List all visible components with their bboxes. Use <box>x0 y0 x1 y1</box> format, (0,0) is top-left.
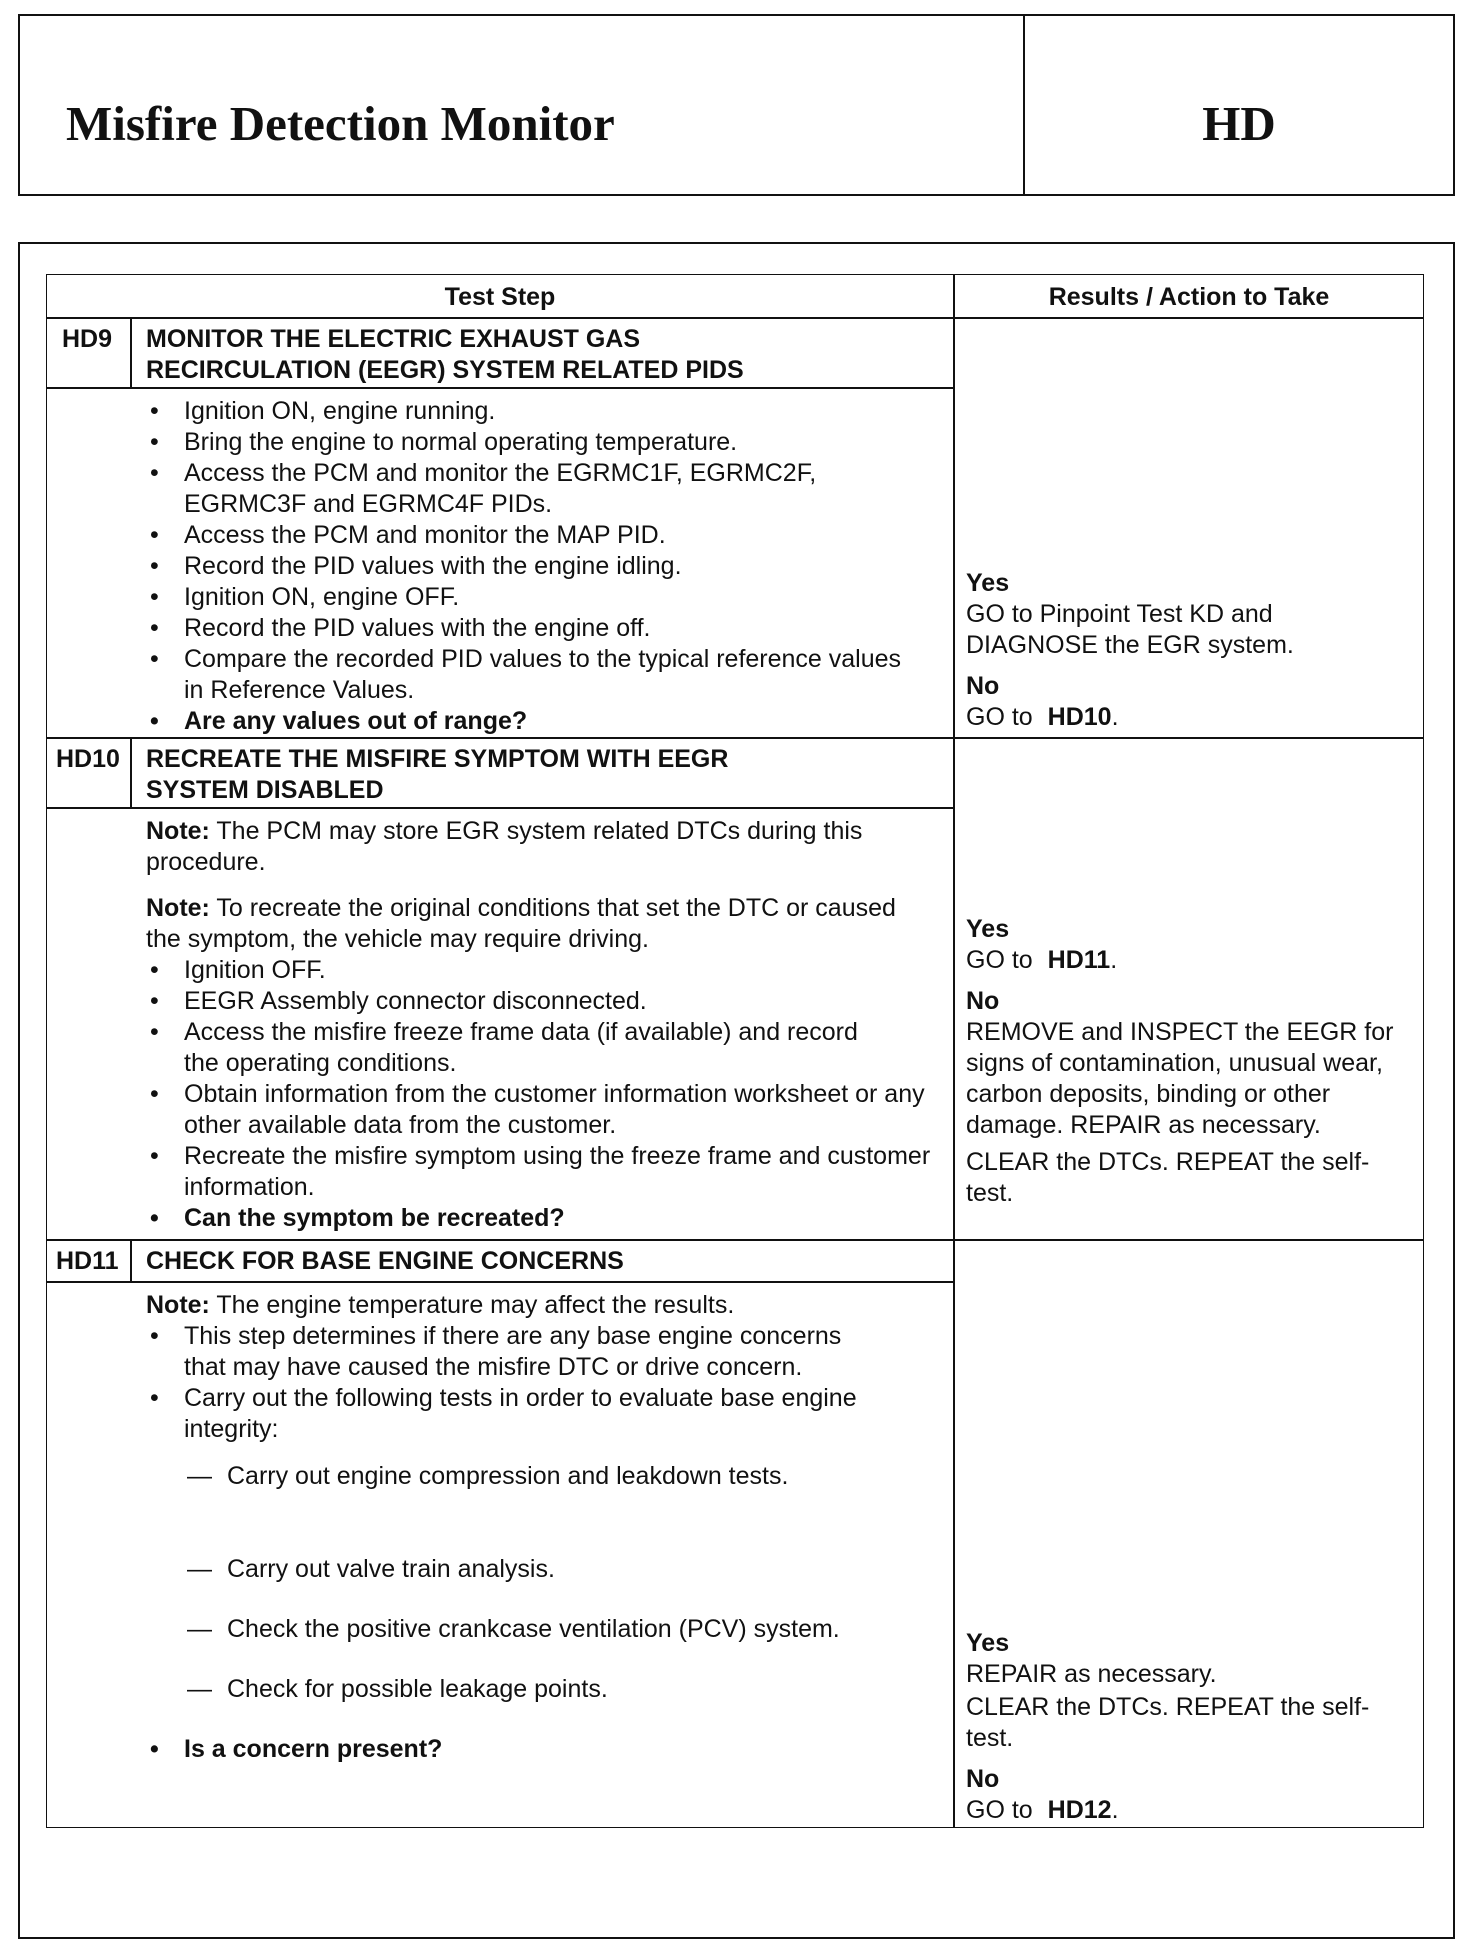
hd9-yes-label: Yes <box>966 569 1010 597</box>
page-title: Misfire Detection Monitor <box>66 96 615 151</box>
hd9-no-action <box>966 702 1396 733</box>
hd9-bullet: • Ignition ON, engine OFF. <box>143 582 933 613</box>
hd10-results <box>966 914 1416 1209</box>
hd10-note-2 <box>146 893 926 955</box>
hd9-no-label: No <box>966 672 1000 700</box>
header-row-border <box>47 317 1423 319</box>
page-header <box>18 14 1455 196</box>
hd11-no-label: No <box>966 1765 1000 1793</box>
hd9-bullet: • Ignition ON, engine running. <box>143 396 933 427</box>
hd11-no-target: HD12 <box>1047 1796 1112 1824</box>
hd10-yes-prefix: GO to <box>966 946 1033 974</box>
hd9-code-divider <box>130 317 132 387</box>
hd10-row-border <box>47 1239 1423 1241</box>
hd9-bullet: • Record the PID values with the engine idling. <box>143 551 933 582</box>
hd11-no-suffix: . <box>1111 1796 1119 1824</box>
hd10-no-action: REMOVE and INSPECT the EEGR for signs of contamination, unusual wear, carbon deposits, binding or other damage. REPAIR as necessary. <box>966 1018 1394 1139</box>
hd11-subtest: — Check the positive crankcase ventilation (PCV) system. <box>182 1614 857 1645</box>
hd9-bullet: • Bring the engine to normal operating temperature. <box>143 427 933 458</box>
hd11-bullet: • Carry out the following tests in order to evaluate base engine integrity: <box>143 1383 894 1445</box>
column-header-results: Results / Action to Take <box>1048 283 1330 311</box>
column-divider <box>953 275 955 1827</box>
step-title-hd9: MONITOR THE ELECTRIC EXHAUST GAS RECIRCULATION (EEGR) SYSTEM RELATED PIDS <box>146 325 744 384</box>
hd11-question: • Is a concern present? <box>143 1734 936 1765</box>
hd10-note-2-text: To recreate the original conditions that set the DTC or caused the symptom, the vehicle may require driving. <box>146 894 896 953</box>
hd9-bullet: • Access the PCM and monitor the MAP PID. <box>143 520 933 551</box>
hd9-results <box>966 568 1396 733</box>
hd9-title-border <box>47 387 953 389</box>
section-code: HD <box>1202 96 1276 151</box>
hd10-code-divider <box>130 737 132 807</box>
hd11-title-border <box>47 1281 953 1283</box>
hd10-no-action-2: CLEAR the DTCs. REPEAT the self-test. <box>966 1148 1370 1207</box>
hd10-title-border <box>47 807 953 809</box>
hd10-bullet: • Ignition OFF. <box>143 955 936 986</box>
hd9-no-target: HD10 <box>1047 703 1112 731</box>
step-title-hd11: CHECK FOR BASE ENGINE CONCERNS <box>146 1247 624 1275</box>
hd10-yes-suffix: . <box>1110 946 1118 974</box>
hd9-no-suffix: . <box>1111 703 1119 731</box>
hd10-note-label: Note: <box>146 817 210 845</box>
hd10-yes-label: Yes <box>966 915 1010 943</box>
hd10-note-label: Note: <box>146 894 210 922</box>
hd9-bullet: • Record the PID values with the engine off. <box>143 613 933 644</box>
hd11-note-label: Note: <box>146 1291 210 1319</box>
step-title-hd10: RECREATE THE MISFIRE SYMPTOM WITH EEGR SYSTEM DISABLED <box>146 745 729 804</box>
hd10-no-label: No <box>966 987 1000 1015</box>
step-code-hd10: HD10 <box>56 745 120 773</box>
hd11-no-prefix: GO to <box>966 1796 1033 1824</box>
hd10-yes-target: HD11 <box>1047 946 1111 974</box>
hd10-note-1 <box>146 816 926 878</box>
hd9-row-border <box>47 737 1423 739</box>
hd9-no-prefix: GO to <box>966 703 1033 731</box>
hd9-question: • Are any values out of range? <box>143 706 933 737</box>
hd11-yes-label: Yes <box>966 1629 1010 1657</box>
hd11-subtest: — Carry out valve train analysis. <box>182 1554 936 1585</box>
hd11-results <box>966 1628 1386 1826</box>
hd11-note-text: The engine temperature may affect the results. <box>216 1291 735 1319</box>
hd11-code-divider <box>130 1239 132 1281</box>
hd10-bullet: • Recreate the misfire symptom using the freeze frame and customer information. <box>143 1141 934 1203</box>
step-code-hd11: HD11 <box>56 1247 119 1275</box>
hd11-procedure <box>146 1290 936 1765</box>
hd10-question: • Can the symptom be recreated? <box>143 1203 936 1234</box>
hd11-no-action <box>966 1795 1386 1826</box>
hd11-yes-action: REPAIR as necessary. <box>966 1660 1217 1688</box>
hd9-yes-action: GO to Pinpoint Test KD and DIAGNOSE the EGR system. <box>966 600 1294 659</box>
hd11-bullet: • This step determines if there are any base engine concerns that may have caused the misfire DTC or drive concern. <box>143 1321 884 1383</box>
hd10-bullet: • Obtain information from the customer information worksheet or any other available data from the customer. <box>143 1079 934 1141</box>
hd11-subtest: — Check for possible leakage points. <box>182 1674 936 1705</box>
hd10-procedure <box>146 816 936 1234</box>
hd10-bullet: • Access the misfire freeze frame data (if available) and record the operating conditions. <box>143 1017 884 1079</box>
hd11-subtest: — Carry out engine compression and leakdown tests. <box>182 1461 936 1492</box>
hd9-bullet: • Compare the recorded PID values to the typical reference values in Reference Values. <box>143 644 919 706</box>
hd11-yes-action-2: CLEAR the DTCs. REPEAT the self-test. <box>966 1693 1370 1752</box>
hd9-bullet: • Access the PCM and monitor the EGRMC1F, EGRMC2F, EGRMC3F and EGRMC4F PIDs. <box>143 458 884 520</box>
hd10-yes-action <box>966 945 1416 976</box>
column-header-test-step: Test Step <box>444 283 556 311</box>
step-code-hd9: HD9 <box>62 325 113 353</box>
hd9-procedure <box>143 396 933 737</box>
hd11-note <box>146 1290 936 1321</box>
hd10-bullet: • EEGR Assembly connector disconnected. <box>143 986 936 1017</box>
hd10-note-1-text: The PCM may store EGR system related DTCs during this procedure. <box>146 817 863 876</box>
